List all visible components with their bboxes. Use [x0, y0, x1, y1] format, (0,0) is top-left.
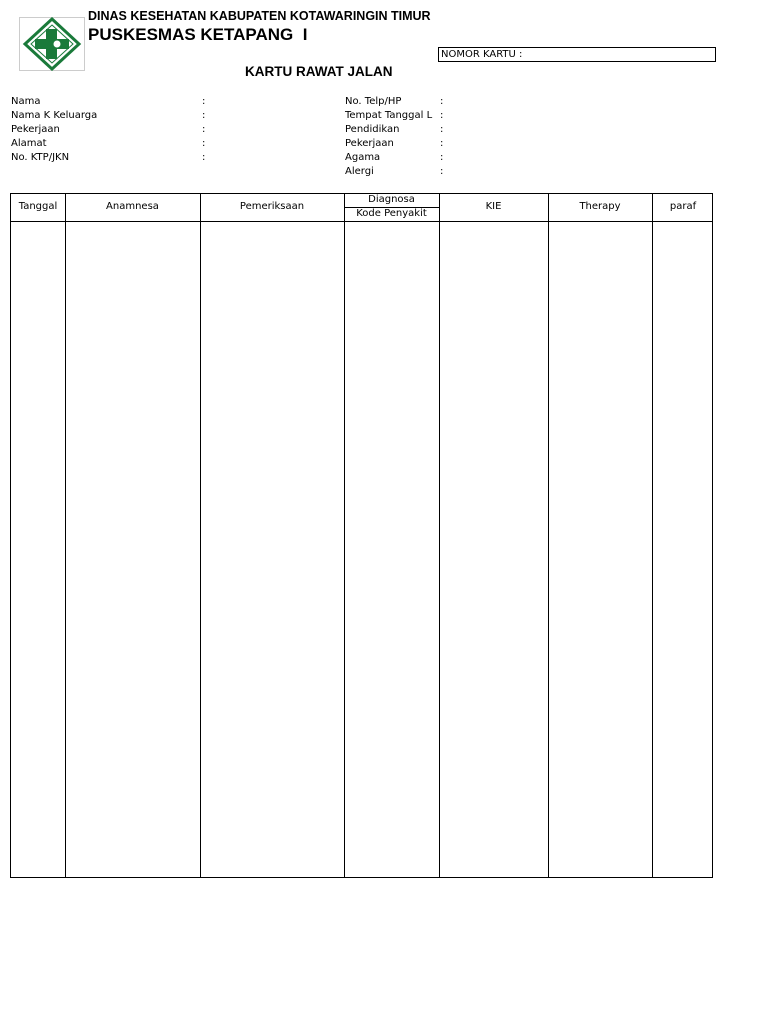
col-header-kode-penyakit: Kode Penyakit — [356, 208, 427, 219]
facility-name: PUSKESMAS KETAPANG I — [88, 25, 308, 44]
field-label: Nama K Keluarga — [11, 110, 98, 121]
column-divider — [200, 194, 201, 877]
document-title: KARTU RAWAT JALAN — [245, 64, 393, 79]
card-number-field[interactable]: NOMOR KARTU : — [438, 47, 716, 62]
col-header-paraf: paraf — [669, 201, 697, 212]
field-separator: : — [202, 96, 206, 107]
field-separator: : — [202, 110, 206, 121]
col-header-kie: KIE — [485, 201, 502, 212]
field-label: Pekerjaan — [11, 124, 60, 135]
col-header-diagnosa: Diagnosa — [368, 194, 415, 205]
col-header-pemeriksaan: Pemeriksaan — [239, 201, 305, 212]
field-label: No. KTP/JKN — [11, 152, 70, 163]
field-separator: : — [440, 124, 444, 135]
field-separator: : — [440, 152, 444, 163]
field-separator: : — [202, 152, 206, 163]
field-label: Pekerjaan — [345, 138, 394, 149]
column-divider — [65, 194, 66, 877]
col-header-anamnesa: Anamnesa — [106, 201, 159, 212]
col-header-therapy: Therapy — [579, 201, 621, 212]
field-separator: : — [202, 124, 206, 135]
column-divider — [344, 194, 345, 877]
field-label: Agama — [345, 152, 381, 163]
puskesmas-logo-icon — [19, 17, 85, 71]
column-divider — [652, 194, 653, 877]
field-separator: : — [440, 138, 444, 149]
field-separator: : — [440, 96, 444, 107]
column-divider — [548, 194, 549, 877]
field-label: Pendidikan — [345, 124, 400, 135]
field-label: Tempat Tanggal L — [345, 110, 433, 121]
header-divider — [11, 221, 712, 222]
field-label: No. Telp/HP — [345, 96, 402, 107]
field-label: Alergi — [345, 166, 374, 177]
field-separator: : — [202, 138, 206, 149]
field-label: Nama — [11, 96, 41, 107]
field-separator: : — [440, 110, 444, 121]
col-header-tanggal: Tanggal — [18, 201, 58, 212]
field-separator: : — [440, 166, 444, 177]
field-label: Alamat — [11, 138, 47, 149]
column-divider — [439, 194, 440, 877]
treatment-record-table — [10, 193, 713, 878]
agency-name: DINAS KESEHATAN KABUPATEN KOTAWARINGIN TIMUR — [88, 9, 431, 23]
